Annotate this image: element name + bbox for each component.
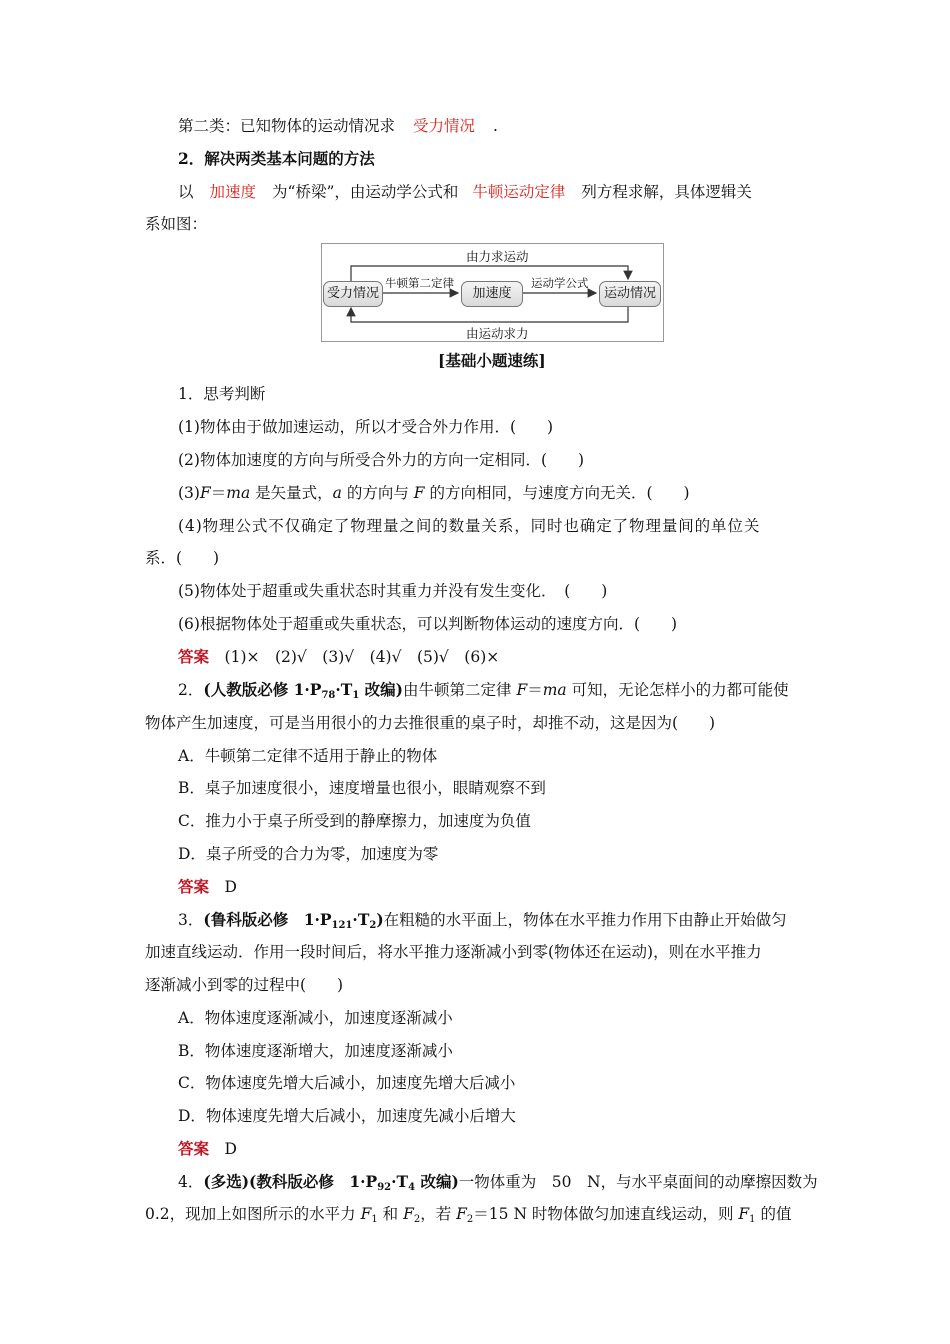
text: 121 [331, 920, 353, 931]
text: 4 [408, 1182, 416, 1193]
text: (3) [178, 484, 200, 502]
q2-option-d: D．桌子所受的合力为零，加速度为零 [178, 845, 439, 863]
q1-item-5: (5)物体处于超重或失重状态时其重力并没有发生变化． ( ) [178, 582, 608, 600]
text: (人教版必修 1·P [203, 680, 322, 699]
logic-diagram [321, 243, 664, 342]
var-f: F [403, 1205, 414, 1223]
answer-blank-acceleration: 加速度 [209, 183, 257, 201]
q2-option-a: A．牛顿第二定律不适用于静止的物体 [178, 747, 438, 765]
q3-answer [178, 1138, 237, 1160]
q3-option-c: C．物体速度先增大后减小，加速度先增大后减小 [178, 1074, 516, 1092]
q2-stem-cont: 物体产生加速度，可是当用很小的力去推很重的桌子时，却推不动，这是因为( ) [145, 714, 716, 732]
text: 1 [371, 1214, 378, 1225]
text: 78 [321, 690, 336, 701]
text: ＝15 N 时物体做匀加速直线运动，则 [473, 1205, 739, 1223]
q2-answer [178, 876, 237, 898]
label-kinematics-formula: 运动学公式 [531, 276, 589, 290]
q3-option-d: D．物体速度先增大后减小，加速度先减小后增大 [178, 1107, 516, 1125]
var-f: F [199, 484, 211, 502]
text: 第二类：已知物体的运动情况求 [178, 117, 396, 135]
q3-source [203, 910, 383, 929]
text: ·T [352, 910, 370, 929]
answer-blank-force: 受力情况 [413, 117, 476, 135]
var-f: F [738, 1205, 750, 1223]
box-force-situation: 受力情况 [323, 281, 383, 307]
text: 0.2，现加上如图所示的水平力 [145, 1205, 361, 1223]
q1-item-1: (1)物体由于做加速运动，所以才受合外力作用．( ) [178, 418, 554, 436]
label-force-to-motion: 由力求运动 [466, 249, 529, 264]
text: 改编) [359, 680, 404, 699]
var-f: F [360, 1205, 372, 1223]
var-f: F [456, 1205, 467, 1223]
answer-text: D [224, 1140, 237, 1158]
text: 的值 [755, 1205, 792, 1223]
text: 为“桥梁”，由运动学公式和 [272, 183, 459, 201]
q1-item-2: (2)物体加速度的方向与所受合外力的方向一定相同．( ) [178, 451, 585, 469]
text: 1 [352, 690, 360, 701]
q3-stem [178, 909, 787, 937]
q1-item-4: (4)物理公式不仅确定了物理量之间的数量关系，同时也确定了物理量间的单位关 [178, 517, 761, 535]
text: ，若 [420, 1205, 457, 1223]
text: 2． [178, 681, 204, 699]
text: 是矢量式， [250, 484, 333, 502]
answer-blank-newton-law: 牛顿运动定律 [472, 183, 566, 201]
box-motion-situation: 运动情况 [599, 281, 661, 307]
heading-method: 2．解决两类基本问题的方法 [178, 149, 375, 168]
text: ) [376, 910, 384, 929]
text: 改编) [415, 1172, 459, 1191]
q1-answer [178, 646, 499, 668]
text: ＝ [527, 681, 543, 699]
text: 4． [178, 1173, 204, 1191]
text: (鲁科版必修 1·P [203, 910, 332, 929]
text: 3． [178, 911, 204, 929]
q3-stem-cont-2: 逐渐减小到零的过程中( ) [145, 976, 344, 994]
text: 列方程求解，具体逻辑关 [581, 183, 752, 201]
text: ·T [391, 1172, 409, 1191]
text: 2 [369, 920, 377, 931]
text: 由牛顿第二定律 [403, 681, 517, 699]
text: 2 [466, 1214, 474, 1225]
text: 92 [377, 1182, 392, 1193]
answer-label: 答案 [178, 877, 210, 896]
text: 的方向与 [341, 484, 414, 502]
text: ＝ [210, 484, 227, 502]
q2-source [203, 680, 403, 699]
q4-source [203, 1172, 458, 1191]
var-f: F [413, 484, 425, 502]
text: 和 [377, 1205, 404, 1223]
text: 在粗糙的水平面上，物体在水平推力作用下由静止开始做匀 [383, 911, 787, 929]
q4-stem [178, 1171, 818, 1199]
section-title: [基础小题速练] [438, 351, 546, 370]
q1-item-4-cont: 系．( ) [145, 549, 220, 567]
answer-label: 答案 [178, 647, 210, 666]
q3-option-a: A．物体速度逐渐减小，加速度逐渐减小 [178, 1009, 453, 1027]
paragraph-category-two [178, 115, 498, 137]
q1-title: 1．思考判断 [178, 385, 266, 403]
label-motion-to-force: 由运动求力 [466, 326, 529, 341]
text: 一物体重为 50 N，与水平桌面间的动摩擦因数为 [458, 1173, 818, 1191]
q4-stem-cont [145, 1203, 791, 1231]
text: 2 [413, 1214, 421, 1225]
var-f: F [516, 681, 528, 699]
q2-option-c: C．推力小于桌子所受到的静摩擦力，加速度为负值 [178, 812, 531, 830]
text: 可知，无论怎样小的力都可能使 [566, 681, 789, 699]
text: ·T [335, 680, 353, 699]
q1-item-3 [178, 482, 690, 504]
var-a: a [332, 484, 342, 502]
q1-item-6: (6)根据物体处于超重或失重状态，可以判断物体运动的速度方向．( ) [178, 615, 678, 633]
label-newton-second-law: 牛顿第二定律 [385, 276, 454, 290]
text: . [493, 117, 498, 135]
answer-text: (1)× (2)√ (3)√ (4)√ (5)√ (6)× [224, 648, 500, 666]
paragraph-method-cont: 系如图： [145, 215, 208, 233]
paragraph-method [178, 181, 752, 203]
q2-stem [178, 679, 789, 707]
answer-label: 答案 [178, 1139, 210, 1158]
text: 的方向相同，与速度方向无关．( ) [424, 484, 690, 502]
var-ma: ma [542, 681, 567, 699]
text: (多选)(教科版必修 1·P [203, 1172, 378, 1191]
text: 1 [749, 1214, 756, 1225]
q3-option-b: B．物体速度逐渐增大，加速度逐渐减小 [178, 1042, 453, 1060]
q2-option-b: B．桌子加速度很小，速度增量也很小，眼睛观察不到 [178, 779, 546, 797]
q3-stem-cont-1: 加速直线运动．作用一段时间后，将水平推力逐渐减小到零(物体还在运动)，则在水平推力 [145, 943, 762, 961]
text: 以 [178, 183, 194, 201]
box-acceleration: 加速度 [461, 281, 523, 307]
answer-text: D [224, 878, 237, 896]
var-ma: ma [226, 484, 251, 502]
